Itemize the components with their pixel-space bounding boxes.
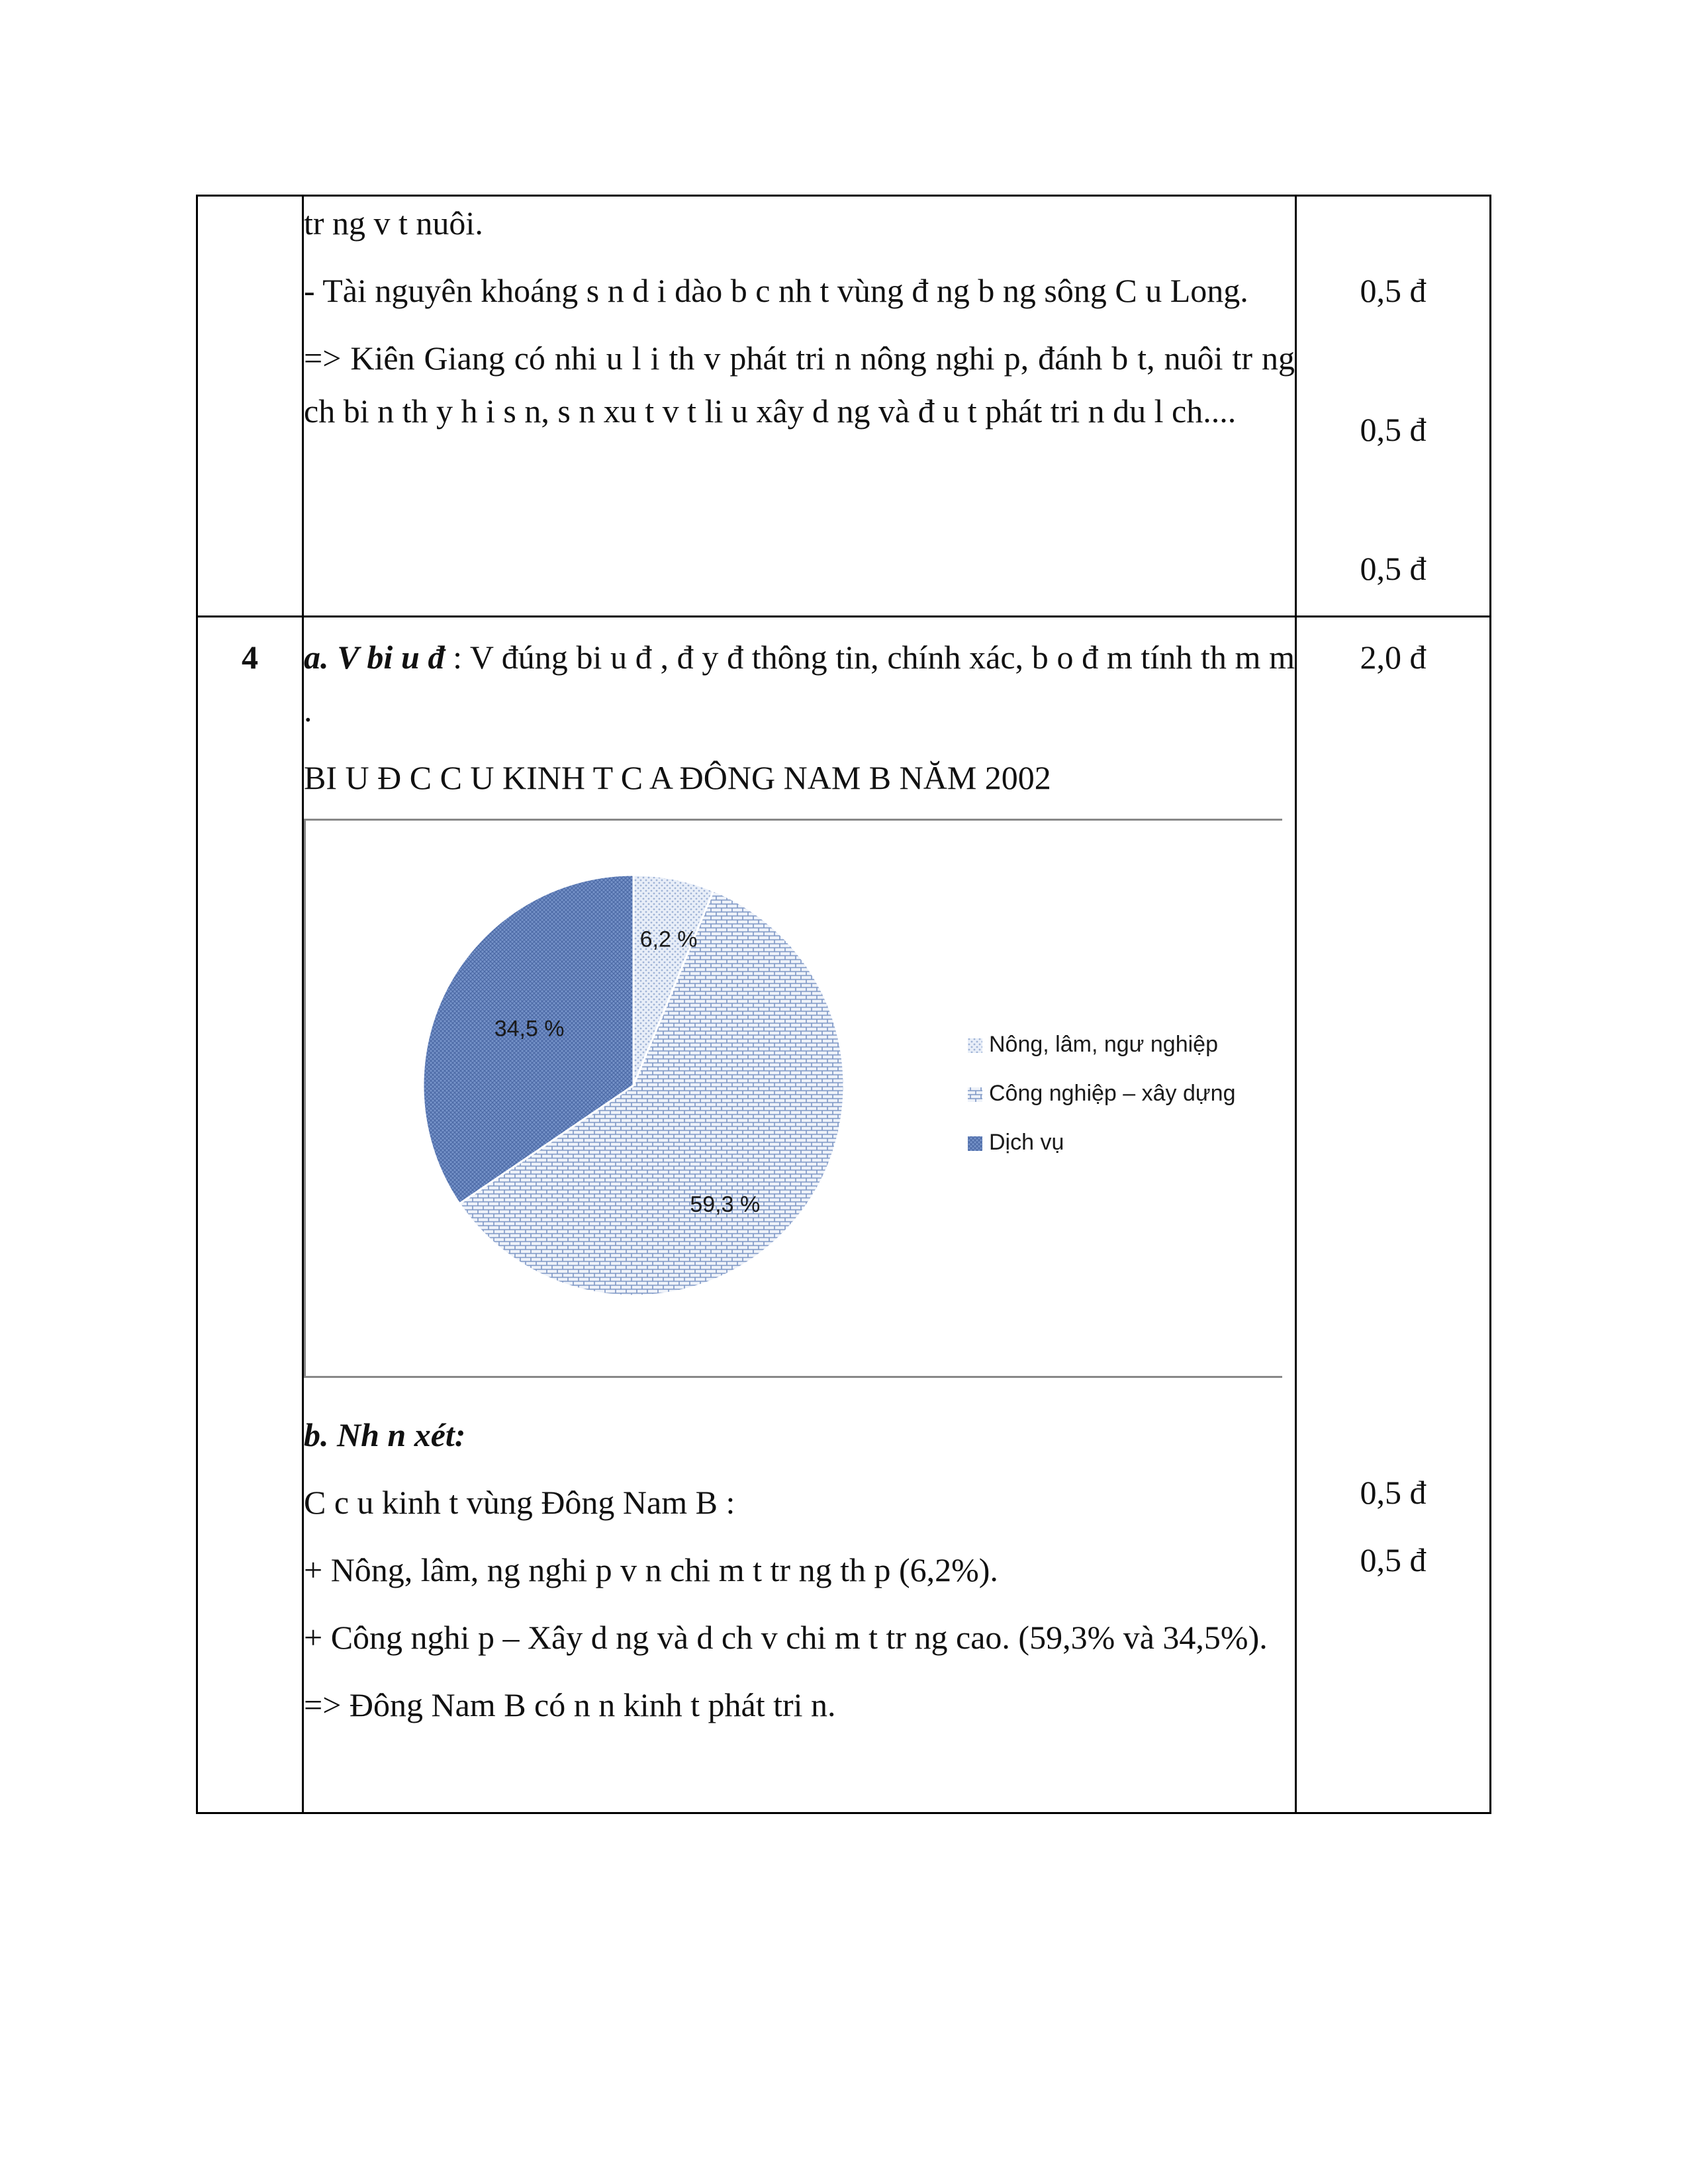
answer-line-1: tr ng v t nuôi. [304,205,483,242]
answer-content-cell-4 [303,617,1296,1813]
pie-chart-frame [304,819,1282,1378]
chart-legend [968,1032,1235,1155]
part-b-line-1: C c u kinh t vùng Đông Nam B : [304,1484,735,1521]
chart-heading: BI U Đ C C U KINH T C A ĐÔNG NAM B NĂM 2002 [304,759,1051,796]
pie-slices [423,875,844,1296]
table-row-question-4 [197,617,1491,1813]
part-b-score-2: 0,5 đ [1360,1541,1427,1578]
score-3: 0,5 đ [1360,550,1427,587]
question-number-cell [197,617,303,1813]
part-b-line-4: => Đông Nam B có n n kinh t phát tri n. [304,1686,836,1723]
legend-label-industry: Công nghiệp – xây dựng [989,1080,1236,1106]
slice-label-service: 34,5 % [494,1016,565,1042]
question-number-cell-empty [197,196,303,617]
legend-swatch-industry [968,1087,982,1102]
part-b-line-3: + Công nghi p – Xây d ng và d ch v chi m t tr ng cao. (59,3% và 34,5%). [304,1619,1268,1656]
legend-label-agri: Nông, lâm, ngư nghiệp [989,1031,1218,1057]
legend-swatch-agri [968,1038,982,1053]
answer-table [196,195,1491,1814]
answer-line-3: => Kiên Giang có nhi u l i th v phát tri n nông nghi p, đánh b t, nuôi tr ng ch bi n th y h i s n, s n xu t v t li u xây d ng và đ u t phát tri n du l ch.... [304,340,1295,430]
score-cell [1296,196,1491,617]
slice-label-industry: 59,3 % [690,1192,761,1218]
table-row-previous [197,196,1491,617]
score-cell-4 [1296,617,1491,1813]
pie-chart [306,821,1282,1376]
part-a-label: a. V bi u đ [304,639,445,676]
part-a-text: : V đúng bi u đ , đ y đ thông tin, chính xác, b o đ m tính th m m . [304,639,1295,729]
part-b-score-1: 0,5 đ [1360,1474,1427,1511]
part-b-line-2: + Nông, lâm, ng nghi p v n chi m t tr ng th p (6,2%). [304,1551,998,1588]
part-b-label: b. Nh n xét: [304,1416,466,1453]
part-a-paragraph [304,631,1295,737]
answer-content-cell [303,196,1296,617]
legend-swatch-service [968,1136,982,1151]
answer-line-2: - Tài nguyên khoáng s n d i dào b c nh t vùng đ ng b ng sông C u Long. [304,272,1248,309]
score-2: 0,5 đ [1360,411,1427,448]
question-number: 4 [242,639,258,676]
slice-label-agri: 6,2 % [639,927,698,952]
part-a-score: 2,0 đ [1360,639,1427,676]
score-1: 0,5 đ [1360,272,1427,309]
legend-label-service: Dịch vụ [989,1129,1064,1155]
